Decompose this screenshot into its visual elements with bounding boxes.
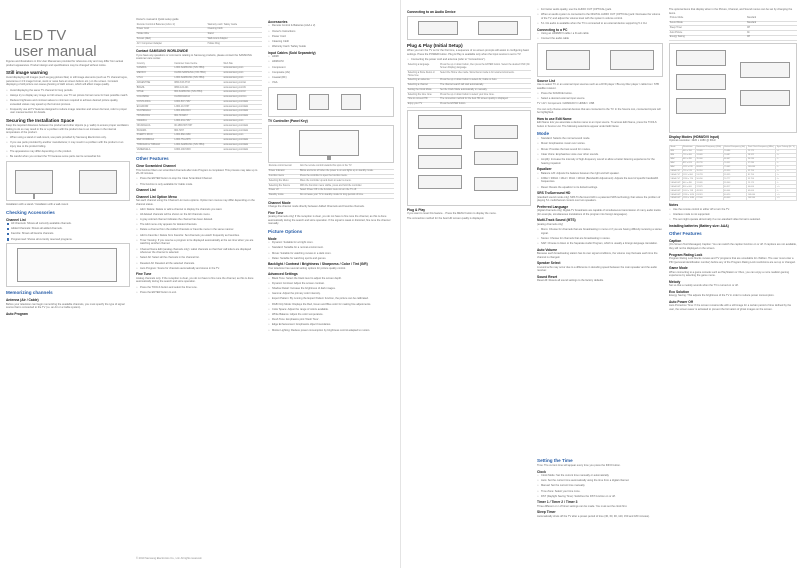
table-row: PUERTO RICO 1-800-682-3180 www.samsung.com — [136, 134, 262, 139]
install-bullet: • When using a stand or wall-mount, use parts provided by Samsung Electronics only. — [6, 136, 130, 140]
option-bullet: • Add / Delete: Delete or add a channel to display the channels you want. — [136, 208, 262, 212]
clear-scrambled-bullet: • Press the ENTER button to stop the Clear Scrambled Channel. — [136, 177, 262, 181]
right-col-1 — [407, 8, 531, 222]
still-image-heading: Still image warning — [6, 70, 48, 76]
accessory-item: • Cleaning Cloth — [268, 40, 394, 44]
clock-item: • Clock Mode: Set the current time manually or automatically. — [537, 474, 663, 478]
fine-tune-bullet: • Press the TOOLS button and select the Fine tune. — [136, 286, 262, 290]
install-bullet: • If you use parts provided by another manufacturer, it may result in a problem with the product or an injury due to the product falling. — [6, 141, 130, 148]
audio-text: The connection method for the best HD screen quality is displayed. — [407, 217, 484, 221]
memorizing-text: Before your television can begin memorizing the available channels, you must specify the type of signal source that is connected to the TV (i.e. an Air or a Cable system). — [6, 302, 125, 310]
table-row: Picture Mode Standard — [669, 17, 797, 21]
table-row: Selecting an antenna Press the up or down button to select Air, Cable or Auto. — [407, 78, 531, 83]
advanced-item: • Color Space: Adjust the range of colors available. — [268, 308, 394, 312]
table-row: MEXICO 01-800-SAMSUNG (726-7864) www.samsung.com — [136, 71, 262, 76]
setting-time-section — [537, 455, 663, 520]
sleep-timer-text: Automatically shuts off the TV after a preset period of time (30, 60, 90, 120, 150 and 180 minutes). — [537, 514, 650, 518]
accessories-heading: Accessories — [268, 20, 288, 24]
manual-title — [14, 28, 97, 60]
note-item: • Interlace mode is not supported. — [669, 213, 797, 217]
country-table — [136, 62, 262, 153]
picture-options-heading: Picture Options — [268, 228, 303, 234]
sound-mode-item: • Amplify: Increase the intensity of high-frequency sound to allow a better listening experience for the hearing impaired. — [537, 158, 663, 165]
channel-mode-heading: Channel Mode — [268, 200, 291, 205]
table-row: VESA DMT 1024 x 768 48.363 60.004 65.000 -/- — [670, 189, 797, 193]
table-row: PANAMA 800-7267 www.samsung.com/latin — [136, 129, 262, 134]
top-caption: Owner's manual & Quick setup guide — [136, 18, 179, 21]
display-modes-heading: Display Modes (HDMI/DVI Input) — [669, 134, 720, 139]
fine-tune-text: Analog channels only. If the reception is clear, you do not have to fine tune the channel, as this is done automatically during the search and store operation. — [136, 276, 254, 284]
eco-solution-text: Energy Saving: This adjusts the brightness of the TV in order to reduce power consumption. — [669, 294, 775, 298]
install-bullet: • The appearance may differ depending on the product. — [6, 150, 130, 154]
table-row: VESA DMT 1920 x 1080 67.500 60.000 148.500 +/+ — [670, 197, 797, 201]
advanced-item: • Edge Enhancement: Emphasize object boundaries. — [268, 323, 394, 327]
table-row: JAMAICA 1-800-234-7267 www.samsung.com — [136, 119, 262, 124]
game-mode-text: When connecting to a game console such as PlayStation or Xbox, you can enjoy a more realistic gaming experience by selecting the game menu. — [669, 270, 790, 278]
installation-caption: Installation with a stand / Installation with a wall-mount — [6, 203, 69, 207]
audio-note: • When an audio system is connected to the DIGITAL AUDIO OUT (OPTICAL) jack: Decrease the volume of the TV, and adjust the volume level with the system's volume control. — [537, 13, 663, 20]
channel-list-item: Favorite: Shows all favorite channels. — [6, 232, 130, 236]
plug-play-flow-diagram — [407, 110, 531, 206]
checking-accessories-heading: Checking Accessories — [6, 209, 55, 215]
advanced-settings-heading: Advanced Settings — [268, 272, 298, 277]
table-row: Power Indicator Blinks and turns off when the power is on and lights up in standby mode. — [268, 169, 394, 174]
option-bullet: • All deleted channels will be shown on the All Channels menu. — [136, 213, 262, 217]
source-list-heading: Source List — [537, 78, 555, 83]
backlight-text: Your television has several setting options for picture quality control. — [268, 266, 346, 270]
table-row: HONDURAS 800-7919267 www.samsung.com/latin — [136, 114, 262, 119]
mts-item: • Stereo: Choose for channels that are broadcasting in stereo. — [537, 237, 663, 241]
option-bullet: • The Add menu only appears for deleted channels. — [136, 223, 262, 227]
memorizing-heading: Memorizing channels — [6, 290, 53, 296]
advanced-item: • Gamma: Adjust the primary color intensity. — [268, 292, 394, 296]
table-row: AV / Component Adapter Holder-Ring — [136, 42, 262, 47]
note-item: • The set might operate abnormally if a non-standard video format is selected. — [669, 218, 797, 222]
installation-heading: Securing the Installation Space — [6, 117, 75, 123]
sound-mode-item: • Clear Voice: Emphasizes voice over other sounds. — [537, 153, 663, 157]
other-features-heading: Other Features — [136, 156, 169, 162]
table-row: Selecting the Menu Move the controller up and down to select a menu. — [268, 179, 394, 184]
edit-name-heading: How to use Edit Name — [537, 116, 572, 121]
sound-reset-heading: Sound Reset — [537, 274, 558, 279]
sound-mode-item: • Standard: Selects the normal sound mode. — [537, 137, 663, 141]
clock-heading: Clock — [537, 469, 546, 474]
clear-scrambled-text: This function filters out scrambled channels after Auto Program is completed. This process may take up to 20~30 minutes. — [136, 168, 258, 176]
channel-list-option-heading: Channel List — [136, 188, 156, 193]
accessory-item: • Remote Control & Batteries (AAA x 2) — [268, 24, 394, 28]
table-row: Selecting a channel The channel search will start automatically. — [407, 83, 531, 88]
support-heading: Contact SAMSUNG WORLDWIDE — [136, 49, 189, 54]
display-modes-sub: Optimal resolution: 1920 x 1080 @ 60Hz — [669, 139, 716, 143]
still-bullet: • Avoid displaying the same TV channel for long periods. — [6, 89, 130, 93]
note-item: • Use the remote control to either off to turn the TV. — [669, 208, 797, 212]
finetune-heading: Fine Tune — [268, 210, 284, 215]
auto-volume-heading: Auto Volume — [537, 247, 558, 252]
table-row: REP. DOMINICA 1-800-751-2676 www.samsung.com/latin — [136, 138, 262, 143]
caption-text: (On-Screen Text Messages) Caption: You can switch the caption function on or off. If captions are not available, they will not be displayed on the screen. — [669, 243, 797, 251]
channel-list-option-text: Set each channel using the Channel List menu options. Option item menus may differ depending on the channel status. — [136, 198, 255, 206]
table-row: Screws (4EA) Wall-mount Adapter — [136, 37, 262, 42]
reset-text: If you want to reset this feature... Press the MENU button to display the menu. — [407, 212, 497, 216]
table-row: Enjoy your TV Press the ENTER button. — [407, 102, 531, 107]
right-page — [401, 0, 802, 568]
table-row: Selecting a Store Demo or Home Use Select the Home Use mode. Store Demo mode is for retail environments. — [407, 71, 531, 79]
table-row: Setting the Clock Mode Set the Clock Mode automatically or manually. — [407, 88, 531, 93]
option-bullet: • Delete a channel from the Added Channels or Favorite menu in the same manner. — [136, 228, 262, 232]
accessory-table — [136, 23, 262, 47]
game-mode-heading: Game Mode — [669, 266, 688, 271]
auto-power-heading: Auto Power Off — [669, 299, 693, 304]
table-row: Remote Control & Batteries (AAA x 2) Warranty card / Safety Guide — [136, 23, 262, 27]
audio-diagram — [407, 16, 531, 40]
table-row: VESA CVT 1152 x 864 53.783 59.959 81.750 -/+ — [670, 173, 797, 177]
advanced-item: • Black Tone: Select the black level to adjust the screen depth. — [268, 277, 394, 281]
table-row: VESA DMT 800 x 600 37.879 60.317 40.000 +/+ — [670, 185, 797, 189]
mts-text: (analog channels only) — [537, 222, 564, 226]
table-row: VESA DMT 640 x 480 31.469 59.940 25.175 -/- — [670, 181, 797, 185]
plug-play-note: • Connecting the power cord and antenna (refer to "Connections"). — [407, 58, 531, 62]
table-row: Power off Select Power Off in the function menu to turn the TV off. — [268, 189, 394, 194]
equalizer-heading: Equalizer — [537, 167, 552, 172]
table-row: MAC 832 x 624 49.726 74.551 57.284 -/- — [670, 161, 797, 165]
advanced-item: • Motion Lighting: Reduce power consumption by brightness control adapted to motion. — [268, 329, 394, 333]
table-row: Mode Resolution Horizontal Frequency (KHz) Vertical Frequency (Hz) Pixel Clock Frequency (MHz) Sync Polarity (H / V) — [670, 145, 795, 148]
table-row: How to connect HD The connection method for the best HD screen quality is displayed. — [407, 98, 531, 103]
cable-item: • Coaxial (RF) — [268, 76, 394, 80]
cable-item: • Composite (AV) — [268, 71, 394, 75]
mts-item: • Mono: Choose for channels that are broadcasting in mono or if you are having difficulty receiving a stereo signal. — [537, 228, 663, 235]
fine-tune-heading: Fine Tune — [136, 272, 152, 277]
cable-item: • Component — [268, 66, 394, 70]
table-row: COSTA RICA 0-800-507-7267 www.samsung.com/latin — [136, 100, 262, 105]
right-col-2 — [537, 8, 663, 284]
equalizer-item: • Balance L/R: Adjusts the balance between the right and left speaker. — [537, 172, 663, 176]
cable-item: • HDMI-DVI — [268, 60, 394, 64]
table-row: Auto Picture On — [669, 31, 797, 36]
notes-heading: Notes — [669, 203, 679, 208]
option-bullet: • Timer Viewing: If you reserve a program to be displayed automatically at the set time when you are watching another channel. — [136, 239, 262, 246]
mode-item: • Movie: Suitable for watching movies in a dark room. — [268, 252, 394, 256]
mts-heading: Multi-Track Sound (MTS) — [537, 218, 576, 223]
sound-mode-item: • Music: Emphasizes music over voices. — [537, 142, 663, 146]
program-rating-text: Program Rating Lock blocks movies and TV programs that are unsuitable for children. The user must enter a PIN (personal identification number) before any of the Program Rating Lock restrictions are set up or changed. — [669, 257, 796, 264]
clear-scrambled-bullet: • This function is only available for Cable mode. — [136, 183, 262, 187]
left-col-2 — [136, 18, 262, 296]
source-item: • Press the SOURCE button. — [537, 92, 663, 96]
channel-mode-text: Change the channel mode directly between Added Channels and Favorite channels. — [268, 204, 365, 208]
channel-list-item: Programmed: Shows all currently reserved programs. — [6, 238, 130, 242]
accessory-item: • Warranty Card / Safety Guide — [268, 45, 394, 49]
table-row: MAC 1152 x 870 68.681 75.062 100.000 -/- — [670, 165, 797, 169]
clock-item: • DST (Daylight Saving Time): Switches the DST function on or off. — [537, 495, 663, 499]
option-bullet: • Select All: Select all the channels in the channel list. — [136, 256, 262, 260]
table-row: VESA CVT 1280 x 720 56.456 74.777 95.750 -/+ — [670, 177, 797, 181]
table-row: Function menu Press the controller to open the function menu. — [268, 174, 394, 179]
right-col-3 — [669, 8, 797, 313]
mode-item: • Dynamic: Suitable for a bright room. — [268, 241, 394, 245]
input-cables-heading: Input Cables (Sold Separately) — [268, 50, 316, 55]
installation-diagram — [6, 161, 130, 201]
other-features-right-heading: Other Features — [669, 231, 702, 237]
title-line-1: LED TV — [14, 27, 67, 44]
title-line-2: user manual — [14, 43, 97, 60]
left-col-1 — [6, 60, 130, 316]
still-image-text: Avoid displaying still images (such as jpeg picture files) or still image elements (such as TV channel logos, panorama or 4:3 image format, stock or news bars at screen bottom etc.) on the screen. Constant displaying of still picture can cause ghosting of LED screen, which will affect image quality. — [6, 76, 128, 87]
channel-list-option-sub: Channel List Option Menu — [136, 194, 177, 199]
table-row: U.S.A 1-800-SAMSUNG (726-7864) www.samsung.com — [136, 76, 262, 81]
table-row: Selecting a language Press the up or down button, then press the ENTER button. Select the desired OSD (On Screen Display) language. — [407, 63, 530, 69]
auto-volume-text: Because each broadcasting station has its own signal conditions, the volume may fluctuate each time the channel is changed. — [537, 251, 658, 259]
table-row: CHILE 800-SAMSUNG (726-7864) www.samsung.com/cl — [136, 90, 262, 95]
program-rating-heading: Program Rating Lock — [669, 252, 703, 257]
tools-table — [669, 17, 797, 41]
clock-item: • Manual: Set the current time manually. — [537, 484, 663, 488]
preferred-language-heading: Preferred Language — [537, 204, 569, 209]
option-bullet: • Channel Name Edit (analog channels only): Label channels so that their call letters are displayed whenever the channel is selected. — [136, 248, 262, 255]
reset-heading: Plug & Play — [407, 207, 426, 212]
table-row: Country Customer Care Centre Web Site — [136, 62, 262, 66]
option-bullet: • Deselect All: Deselect all the selected channels. — [136, 262, 262, 266]
table-row: Sleep Timer Off — [669, 26, 797, 31]
table-row: Standby mode Do not leave your TV in standby mode for long periods of time. — [268, 193, 394, 198]
tv-controller-diagram — [268, 125, 394, 163]
advanced-item: • Flesh Tone: Emphasize pink 'Flesh Tone'. — [268, 318, 394, 322]
sleep-timer-heading: Sleep Timer — [537, 510, 556, 515]
table-row: ECUADOR 1-800-10-7267 www.samsung.com/latin — [136, 105, 262, 110]
cable-item: • VGA — [268, 81, 394, 85]
table-row: Remote control sensor Aim the remote control towards this spot on the TV. — [268, 165, 394, 169]
eco-solution-heading: Eco Solution — [669, 289, 690, 294]
mode-item: • Standard: Suitable for a normal environment. — [268, 246, 394, 250]
srs-heading: SRS TruSurround HD — [537, 191, 571, 196]
table-row: IBM 720 x 400 31.469 70.087 28.322 -/+ — [670, 153, 797, 157]
srs-text: (standard sound mode only) SRS TruSurround HD is a patented SRS technology that solves the problem of playing 5.1 multichannel content over two speakers. — [537, 195, 661, 203]
plug-play-text: When you turn the TV on for the first time, a sequence of on-screen prompts will assist in configuring basic settings. Press the POWER button. Plug & Play is available only when the Input source is set to TV. — [407, 49, 530, 56]
intro-text: Figures and illustrations in this User Manual are provided for reference only and may differ from actual product appearance. Product design and specifications may be changed without notice. — [6, 60, 124, 67]
advanced-item: • RGB Only Mode: Displays the Red, Green and Blue color for making fine adjustments. — [268, 303, 394, 307]
audio-connection-heading: Connecting to an Audio Device — [407, 10, 456, 14]
advanced-item: • Shadow Detail: Increase the brightness of dark images. — [268, 287, 394, 291]
controller-table — [268, 165, 394, 198]
audio-note: • For better audio quality, use the AUDIO OUT (OPTICAL) jack. — [537, 8, 663, 12]
table-row: Selecting the Source With the Function menu visible, press and hold the controller. — [268, 184, 394, 189]
mode-item: • Relax: Suitable for watching sports and games. — [268, 257, 394, 261]
source-note: You can only choose external devices that are connected to the TV. In the Source List, connected inputs will be highlighted. — [537, 107, 661, 115]
table-row: VENEZUELA 0-800-100-5303 www.samsung.com/latin — [136, 148, 262, 153]
setting-time-heading: Setting the Time — [537, 458, 573, 463]
edit-name-text: Edit Name lets you associate a device name to an input source. To access Edit Name, press the TOOLS button in Source List. The following selections appear under Edit Name: — [537, 121, 657, 128]
mode-heading: Mode — [268, 236, 277, 241]
option-bullet: • A gray-colored channel indicates the channel has been deleted. — [136, 218, 262, 222]
equalizer-item: • 100Hz / 300Hz / 1KHz / 3KHz / 10KHz (Bandwidth Adjustment): Adjusts the level of specific bandwidth frequencies. — [537, 177, 663, 184]
advanced-item: • White Balance: Adjust the color temperature. — [268, 313, 394, 317]
equalizer-item: • Reset: Resets the equalizer to its default settings. — [537, 186, 663, 190]
table-row: GUATEMALA 1-800-299-0013 www.samsung.com/latin — [136, 110, 262, 115]
melody-heading: Melody — [669, 279, 681, 284]
timer-heading: Timer 1 / Timer 2 / Timer 3 — [537, 500, 578, 505]
audio-note: • 5.1 CH audio is available when the TV is connected to an external device supporting 5.1 CH. — [537, 22, 663, 26]
plug-play-steps — [407, 63, 531, 107]
installation-text: Keep the required distances between the product and other objects (e.g. walls) to ensure proper ventilation. Failing to do so may result in fire or a problem with the product due to an increase in the internal temperature of the product. — [6, 123, 130, 135]
finetune-text: (analog channels only) If the reception is clear, you do not have to fine tune the channel, as this is done automatically during the search and store operation. If the signal is weak or distorted, fine tune the channel manually. — [268, 214, 391, 226]
table-row: Energy Saving Off — [669, 35, 797, 40]
table-row: IBM 640 x 350 31.469 70.086 25.175 +/- — [670, 149, 797, 153]
option-bullet: • Add to Favorite / Delete from Favorite: Set channels you watch frequently as Favorites. — [136, 234, 262, 238]
pc-diagram — [537, 43, 663, 77]
channel-list-item: All Channels: Shows all currently available channels. — [6, 222, 130, 226]
preferred-language-text: (digital channels only) Digital-TV broadcasts are capable of simultaneous transmission of many audio tracks (for example, simultaneous translations of the program into foreign languages). — [537, 209, 661, 216]
table-row: MAC 640 x 480 35.000 66.667 30.240 -/- — [670, 157, 797, 161]
left-col-3 — [268, 18, 394, 334]
channel-list-heading: Channel List — [6, 217, 26, 222]
tools-diagram — [669, 43, 797, 133]
copyright: © 2010 Samsung Electronics Co., Ltd. All rights reserved. — [136, 557, 203, 560]
still-bullet: • Frequently use all TV features designed to reduce image retention and screen burnout, refer to proper user manual section for details. — [6, 108, 130, 115]
cable-item: • HDMI — [268, 55, 394, 59]
table-row: VESA DMT 1280 x 1024 63.981 60.020 108.000 +/+ — [670, 193, 797, 197]
accessory-item: • Power Cord — [268, 35, 394, 39]
speaker-select-text: A sound echo may occur due to a difference in decoding speed between the main speaker and the audio receiver. — [537, 265, 657, 273]
install-batteries-heading: Installing batteries (Battery size: AAA) — [669, 223, 729, 228]
table-row: Sound Mode Standard — [669, 21, 797, 26]
option-bullet: • Auto Program: Scans for channels automatically and stores in the TV. — [136, 267, 262, 271]
table-row: ARGENTINE 0800-333-3733 www.samsung.com/ar — [136, 81, 262, 86]
table-row: Power Cord Cleaning Cloth — [136, 27, 262, 32]
still-bullet: • Reduce brightness and contrast values to minimum required to achieve desired picture quality, exceeded values may speed up the burnout process. — [6, 99, 130, 106]
clock-item: • Time Zone: Select your time zone. — [537, 490, 663, 494]
clock-item: • Auto: Set the current time automatically using the time from a digital channel. — [537, 479, 663, 483]
pc-item: • Connect the audio cable — [537, 37, 663, 41]
setting-time-text: Time: The current time will appear every time you press the INFO button. — [537, 464, 621, 467]
tv-controller-heading: TV Controller (Panel Key) — [268, 118, 308, 123]
sound-mode-heading: Mode — [537, 131, 549, 137]
advanced-item: • Dynamic Contrast: Adjust the screen contrast. — [268, 282, 394, 286]
source-list-text: Use to select TV or an external input sources such as a DVD player / Blu-ray Disc player / cable box / STB satellite receiver. — [537, 83, 659, 90]
clear-scrambled-heading: Clear Scrambled Channel — [136, 164, 176, 169]
table-row: COLOMBIA 01-8000112112 www.samsung.com/co — [136, 95, 262, 100]
caption-heading: Caption — [669, 239, 682, 244]
source-item: • Select a desired external input source. — [537, 97, 663, 101]
install-bullet: • Be careful when you contact the TV because some parts can be somewhat hot. — [6, 155, 130, 159]
table-row: BRAZIL 0800-124-421 www.samsung.com/br — [136, 86, 262, 91]
table-row: Holder-Wire Stand — [136, 32, 262, 37]
auto-program-heading: Auto Program — [6, 311, 28, 316]
plug-play-heading: Plug & Play (Initial Setup) — [407, 43, 463, 49]
source-modes: TV / AV / Component / HDMI1/DVI / HDMI2 / USB — [537, 102, 595, 106]
tools-text: The optional items that display when in the Picture, Channel, and Sound menus can be set by changing the items. — [669, 8, 793, 15]
table-row: CANADA 1-800-SAMSUNG (726-7864) www.samsung.com — [136, 67, 262, 72]
melody-text: Set so that a melody sounds when the TV is turned on or off. — [669, 284, 739, 288]
table-row: Selecting the time zone Press the up or down button to select your time zone. — [407, 93, 531, 98]
memorizing-subheading: Antenna (Air / Cable) — [6, 298, 39, 303]
advanced-item: • Expert Pattern: By running the Expert Pattern function, the picture can be calibrated. — [268, 297, 394, 301]
cables-diagram — [268, 87, 394, 117]
backlight-heading: Backlight / Contrast / Brightness / Sharpness / Color / Tint (G/R) — [268, 262, 368, 267]
timer-text: Three different on / off timer settings can be made. You must set the clock first. — [537, 504, 628, 508]
table-row: TRINIDAD & TOBAGO 1-800-SAMSUNG (726-7864) www.samsung.com/latin — [136, 143, 262, 148]
channel-list-screen — [6, 243, 130, 287]
pc-connection-heading: Connecting to a PC — [537, 27, 568, 32]
channel-list-item: Added Channels: Shows all added channels. — [6, 227, 130, 231]
fine-tune-bullet: • Press the ENTER button to exit. — [136, 291, 262, 295]
mts-item: • SAP: Choose to listen to the Separate Audio Program, which is usually a foreign-language translation. — [537, 242, 663, 246]
display-modes-table — [669, 145, 797, 202]
sound-reset-text: Reset All: Resets all sound settings to the factory defaults. — [537, 279, 604, 283]
speaker-select-heading: Speaker Select — [537, 261, 561, 266]
still-bullet: • Always try to display any image on full screen, use TV set picture format menu for best possible match. — [6, 94, 130, 98]
support-text: If you have any questions or comments relating to Samsung products, please contact the SAMSUNG customer care center. — [136, 53, 252, 61]
table-row: NICARAGUA 00-1800-5077267 www.samsung.com/latin — [136, 124, 262, 129]
pc-item: • Using an HDMI/DVI cable / a D-sub cable — [537, 32, 663, 36]
accessory-item: • Owner's Instructions — [268, 30, 394, 34]
sound-mode-item: • Movie: Provides the best sound for movies. — [537, 148, 663, 152]
table-row: VESA CVT 720 x 576 35.910 59.950 32.750 -/+ — [670, 169, 797, 173]
auto-power-text: Auto Protection Time: If the screen remains idle with a still image for a certain period of time defined by the user, the screen saver is activated to prevent the formation of ghost images on the screen. — [669, 304, 792, 311]
